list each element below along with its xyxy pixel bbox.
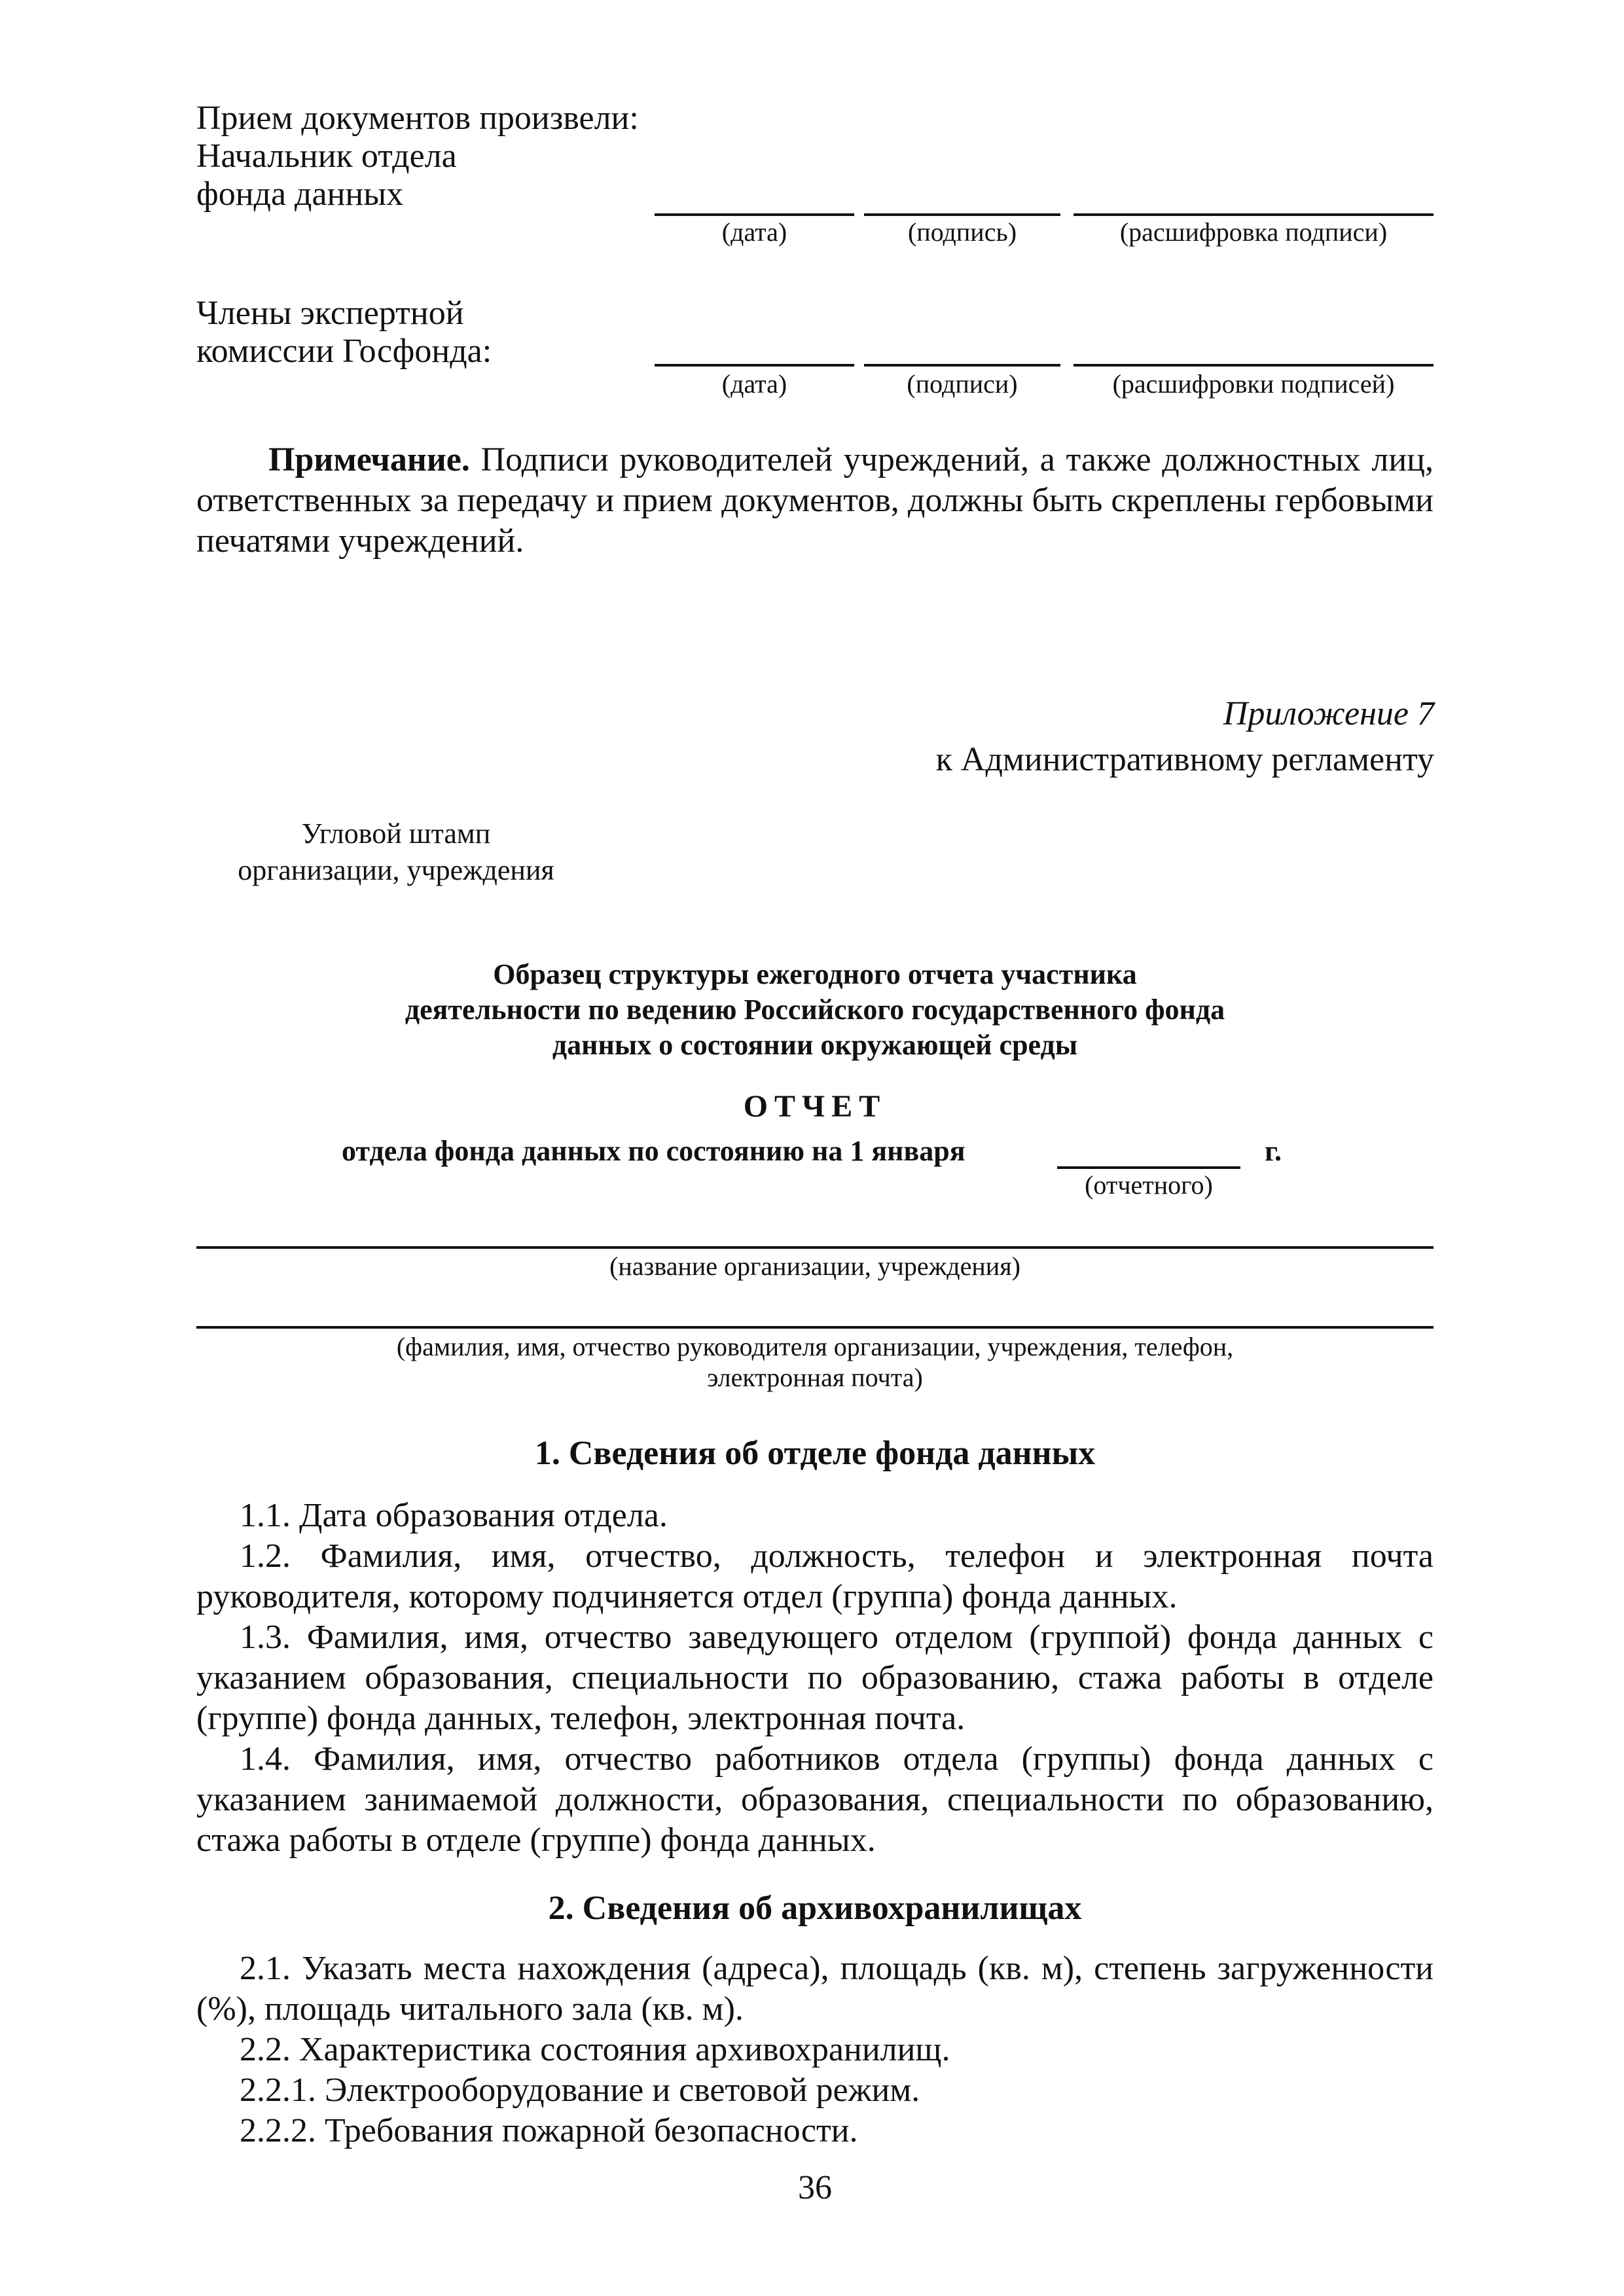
receipt-role-line2: фонда данных	[196, 175, 404, 213]
org-name-label: (название организации, учреждения)	[609, 1251, 1020, 1281]
page-number: 36	[798, 2169, 832, 2206]
section2-heading: 2. Сведения об архивохранилищах	[548, 1890, 1082, 1927]
head-info-label-line2: электронная почта)	[707, 1363, 923, 1392]
org-name-line	[196, 1246, 1434, 1249]
stamp-line1: Угловой штамп	[301, 817, 491, 850]
commission-line2: комиссии Госфонда:	[196, 332, 492, 370]
commission-signatures-label: (подписи)	[907, 369, 1018, 399]
date-label: (дата)	[721, 217, 787, 247]
note-label: Примечание.	[268, 441, 470, 478]
list-item: 1.1. Дата образования отдела.	[240, 1497, 668, 1534]
note-paragraph	[196, 440, 1434, 562]
list-item: 1.4. Фамилия, имя, отчество работников отдела (группы) фонда данных с указанием занимаемой должности, образования, специальности по образованию, стажа работы в отделе (группе) фонда данных.	[196, 1740, 1434, 1859]
section1-list	[196, 1496, 1434, 1861]
list-item: 2.2.2. Требования пожарной безопасности.	[240, 2112, 858, 2149]
list-item: 2.2.1. Электрооборудование и световой режим.	[240, 2072, 920, 2109]
commission-decodings-label: (расшифровки подписей)	[1112, 369, 1395, 399]
commission-line1: Члены экспертной	[196, 295, 464, 332]
sample-title-line2: деятельности по ведению Российского государственного фонда	[405, 994, 1225, 1026]
year-suffix: г.	[1265, 1135, 1282, 1167]
receipt-title: Прием документов произвели:	[196, 99, 639, 137]
sample-title-line1: Образец структуры ежегодного отчета участника	[493, 958, 1137, 990]
signature-label: (подпись)	[907, 217, 1017, 247]
commission-signatures-line	[864, 364, 1060, 367]
list-item: 1.2. Фамилия, имя, отчество, должность, телефон и электронная почта руководителя, которому подчиняется отдел (группа) фонда данных.	[196, 1537, 1434, 1615]
commission-date-line	[655, 364, 854, 367]
reporting-label: (отчетного)	[1085, 1170, 1213, 1200]
head-info-label-line1: (фамилия, имя, отчество руководителя организации, учреждения, телефон,	[396, 1332, 1234, 1361]
list-item: 1.3. Фамилия, имя, отчество заведующего отделом (группой) фонда данных с указанием образования, специальности по образованию, стажа работы в отделе (группе) фонда данных, телефон, электронная почта.	[196, 1619, 1434, 1737]
list-item: 2.2. Характеристика состояния архивохранилищ.	[240, 2031, 950, 2068]
head-info-line	[196, 1326, 1434, 1329]
section1-heading: 1. Сведения об отделе фонда данных	[534, 1435, 1096, 1472]
note-text: Подписи руководителей учреждений, а также должностных лиц, ответственных за передачу и прием документов, должны быть скреплены гербовыми печатями учреждений.	[196, 441, 1434, 560]
list-item: 2.1. Указать места нахождения (адреса), площадь (кв. м), степень загруженности (%), площадь читального зала (кв. м).	[196, 1950, 1434, 2028]
commission-decodings-line	[1074, 364, 1434, 367]
section2-list	[196, 1948, 1434, 2151]
decoding-label: (расшифровка подписи)	[1119, 217, 1388, 247]
stamp-line2: организации, учреждения	[238, 854, 554, 886]
report-subheading: отдела фонда данных по состоянию на 1 января	[342, 1135, 965, 1167]
report-heading: ОТЧЕТ	[743, 1089, 887, 1124]
receipt-role-line1: Начальник отдела	[196, 137, 457, 175]
appendix-title: Приложение 7	[1223, 695, 1434, 732]
sample-title-line3: данных о состоянии окружающей среды	[552, 1029, 1078, 1061]
commission-date-label: (дата)	[721, 369, 787, 399]
appendix-subtitle: к Административному регламенту	[935, 741, 1434, 778]
